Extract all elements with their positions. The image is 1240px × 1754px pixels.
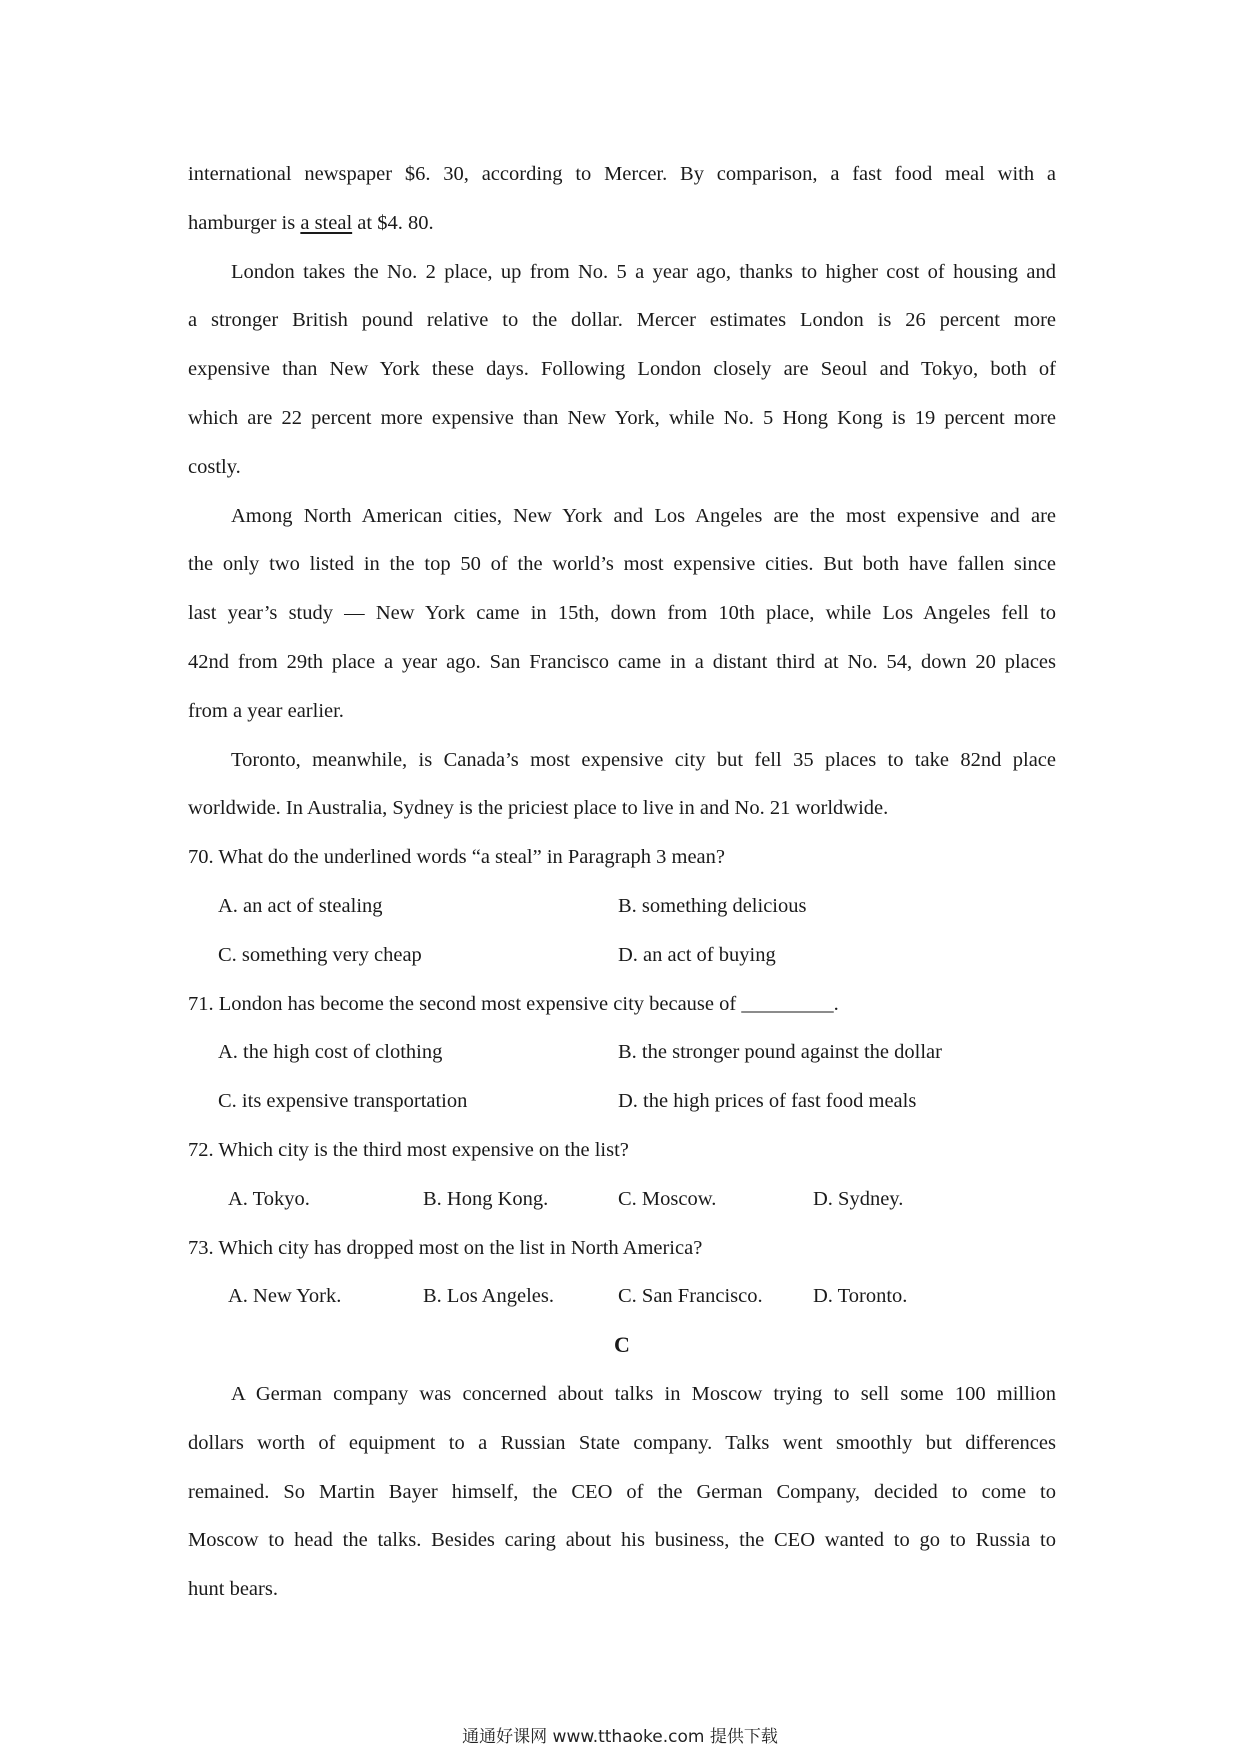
section-c-line: A German company was concerned about talks in Moscow trying to sell some 100 million bbox=[231, 1382, 1056, 1405]
passage-b-p3-line: last year’s study — New York came in 15th, down from 10th place, while Los Angeles fell to bbox=[188, 602, 1056, 625]
passage-b-p2-line: a stronger British pound relative to the dollar. Mercer estimates London is 26 percent more bbox=[188, 309, 1056, 332]
section-c-title: C bbox=[614, 1332, 630, 1358]
question-70-options-row1 bbox=[188, 882, 1056, 931]
section-c-line: Moscow to head the talks. Besides caring about his business, the CEO wanted to go to Russia to bbox=[188, 1529, 1056, 1552]
option-b: B. something delicious bbox=[618, 894, 807, 917]
question-71-options-row1 bbox=[188, 1028, 1056, 1077]
question-71-options-row2 bbox=[188, 1077, 1056, 1126]
passage-b-p3-line: 42nd from 29th place a year ago. San Francisco came in a distant third at No. 54, down 20 places bbox=[188, 650, 1056, 673]
question-73-options-row bbox=[188, 1272, 1056, 1321]
option-b: B. Los Angeles. bbox=[423, 1285, 554, 1308]
option-a: A. an act of stealing bbox=[218, 894, 383, 917]
section-c-line: hunt bears. bbox=[188, 1578, 278, 1601]
passage-b-p2-line: which are 22 percent more expensive than New York, while No. 5 Hong Kong is 19 percent more bbox=[188, 406, 1056, 429]
passage-b-p2-line: expensive than New York these days. Following London closely are Seoul and Tokyo, both of bbox=[188, 358, 1056, 381]
question-73-stem: 73. Which city has dropped most on the list in North America? bbox=[188, 1236, 703, 1259]
question-71-stem: 71. London has become the second most expensive city because of _________. bbox=[188, 992, 839, 1015]
footer-source: 通通好课网 www.tthaoke.com 提供下载 bbox=[462, 1727, 778, 1747]
option-b: B. Hong Kong. bbox=[423, 1187, 549, 1210]
passage-b-p3-line: the only two listed in the top 50 of the world’s most expensive cities. But both have fallen since bbox=[188, 553, 1056, 576]
option-d: D. Sydney. bbox=[813, 1187, 904, 1210]
passage-b-p1-line2 bbox=[188, 199, 1056, 248]
p1-line2-pre: hamburger is bbox=[188, 211, 301, 234]
option-c: C. its expensive transportation bbox=[218, 1090, 468, 1113]
question-70-options-row2 bbox=[188, 931, 1056, 980]
passage-b-p3-line: from a year earlier. bbox=[188, 699, 344, 722]
passage-b-p2-line: costly. bbox=[188, 455, 241, 478]
option-c: C. something very cheap bbox=[218, 943, 422, 966]
underlined-a-steal: a steal bbox=[300, 211, 353, 234]
question-70-stem: 70. What do the underlined words “a steal” in Paragraph 3 mean? bbox=[188, 846, 725, 869]
section-c-line: remained. So Martin Bayer himself, the CEO of the German Company, decided to come to bbox=[188, 1480, 1056, 1503]
section-c-line: dollars worth of equipment to a Russian State company. Talks went smoothly but differences bbox=[188, 1431, 1056, 1454]
passage-b-p1-line1: international newspaper $6. 30, according to Mercer. By comparison, a fast food meal with a bbox=[188, 163, 1056, 185]
option-c: C. Moscow. bbox=[618, 1187, 717, 1210]
question-72-stem: 72. Which city is the third most expensive on the list? bbox=[188, 1138, 629, 1161]
option-a: A. the high cost of clothing bbox=[218, 1041, 443, 1064]
passage-b-p3-line: Among North American cities, New York and Los Angeles are the most expensive and are bbox=[231, 504, 1056, 527]
passage-b-p4-line: worldwide. In Australia, Sydney is the priciest place to live in and No. 21 worldwide. bbox=[188, 797, 889, 820]
option-d: D. Toronto. bbox=[813, 1285, 908, 1308]
option-d: D. an act of buying bbox=[618, 943, 776, 966]
option-a: A. Tokyo. bbox=[228, 1187, 310, 1210]
option-a: A. New York. bbox=[228, 1285, 342, 1308]
p1-line2-post: at $4. 80. bbox=[352, 211, 434, 234]
option-c: C. San Francisco. bbox=[618, 1285, 763, 1308]
document-page bbox=[188, 150, 1056, 1614]
option-d: D. the high prices of fast food meals bbox=[618, 1090, 917, 1113]
passage-b-p4-line: Toronto, meanwhile, is Canada’s most expensive city but fell 35 places to take 82nd place bbox=[231, 748, 1056, 771]
question-72-options-row bbox=[188, 1175, 1056, 1224]
option-b: B. the stronger pound against the dollar bbox=[618, 1041, 942, 1064]
passage-b-p2-line: London takes the No. 2 place, up from No. 5 a year ago, thanks to higher cost of housing and bbox=[231, 260, 1056, 283]
